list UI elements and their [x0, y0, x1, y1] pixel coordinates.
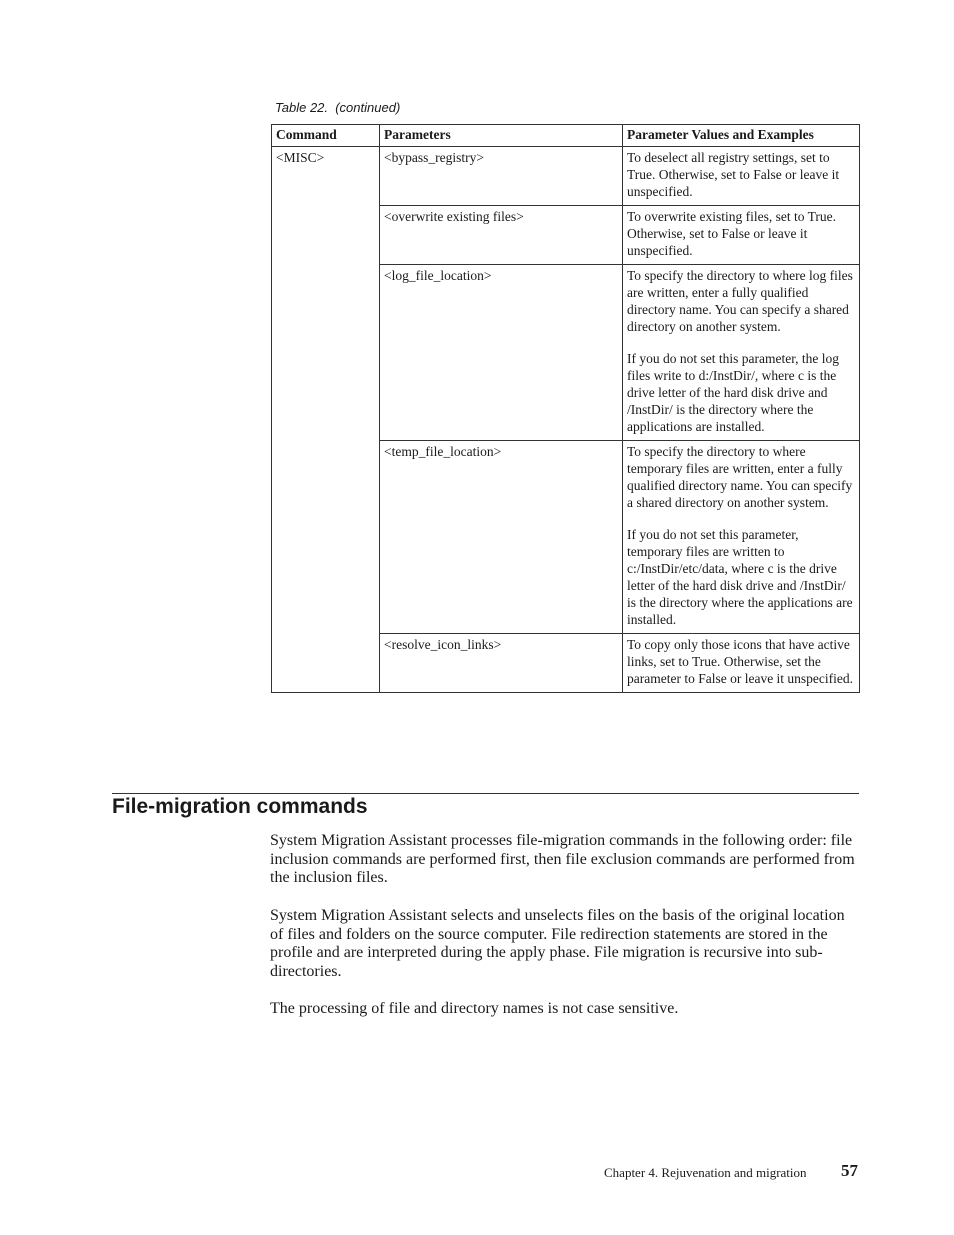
- command-cell: <MISC>: [272, 147, 380, 693]
- value-cell: [623, 265, 860, 441]
- section-heading: File-migration commands: [112, 795, 368, 818]
- value-paragraph: To specify the directory to where temporary files are written, enter a fully qualified directory name. You can specify a shared directory on another system.: [627, 444, 853, 510]
- parameter-cell: <log_file_location>: [380, 265, 623, 441]
- value-paragraph: To specify the directory to where log files are written, enter a fully qualified directory name. You can specify a shared directory on another system.: [627, 268, 853, 334]
- value-cell: [623, 634, 860, 693]
- value-paragraph: To copy only those icons that have active links, set to True. Otherwise, set the parameter to False or leave it unspecified.: [627, 637, 854, 686]
- table-row: [272, 147, 860, 206]
- body-paragraph: System Migration Assistant selects and unselects files on the basis of the original location of files and folders on the source computer. File redirection statements are stored in the profile and are interpreted during the apply phase. File migration is recursive into sub-directories.: [270, 907, 845, 981]
- misc-parameters-table: [271, 124, 860, 693]
- column-header-values: Parameter Values and Examples: [623, 125, 860, 147]
- value-cell: [623, 206, 860, 265]
- footer-chapter: Chapter 4. Rejuvenation and migration: [604, 1165, 807, 1180]
- parameter-cell: <bypass_registry>: [380, 147, 623, 206]
- value-paragraph: To overwrite existing files, set to True. Otherwise, set to False or leave it unspecified.: [627, 209, 837, 258]
- body-paragraph: The processing of file and directory names is not case sensitive.: [270, 1000, 679, 1017]
- table-header-row: [272, 125, 860, 147]
- parameter-cell: <temp_file_location>: [380, 441, 623, 634]
- parameter-cell: <resolve_icon_links>: [380, 634, 623, 693]
- parameter-cell: <overwrite existing files>: [380, 206, 623, 265]
- value-paragraph: If you do not set this parameter, temporary files are written to c:/InstDir/etc/data, where c is the drive letter of the hard disk drive and /InstDir/ is the directory where the applications are installed.: [627, 527, 853, 627]
- column-header-parameters: Parameters: [380, 125, 623, 147]
- value-paragraph: If you do not set this parameter, the log files write to d:/InstDir/, where c is the drive letter of the hard disk drive and /InstDir/ is the directory where the applications are installed.: [627, 351, 840, 434]
- page-number: 57: [841, 1161, 858, 1180]
- column-header-command: Command: [272, 125, 380, 147]
- section-divider: [112, 793, 859, 794]
- value-paragraph: To deselect all registry settings, set to True. Otherwise, set to False or leave it unspecified.: [627, 150, 840, 199]
- body-paragraph: System Migration Assistant processes file-migration commands in the following order: file inclusion commands are performed first, then file exclusion commands are performed from the inclusion files.: [270, 832, 855, 887]
- value-cell: [623, 147, 860, 206]
- table-caption: Table 22. (continued): [275, 100, 401, 115]
- value-cell: [623, 441, 860, 634]
